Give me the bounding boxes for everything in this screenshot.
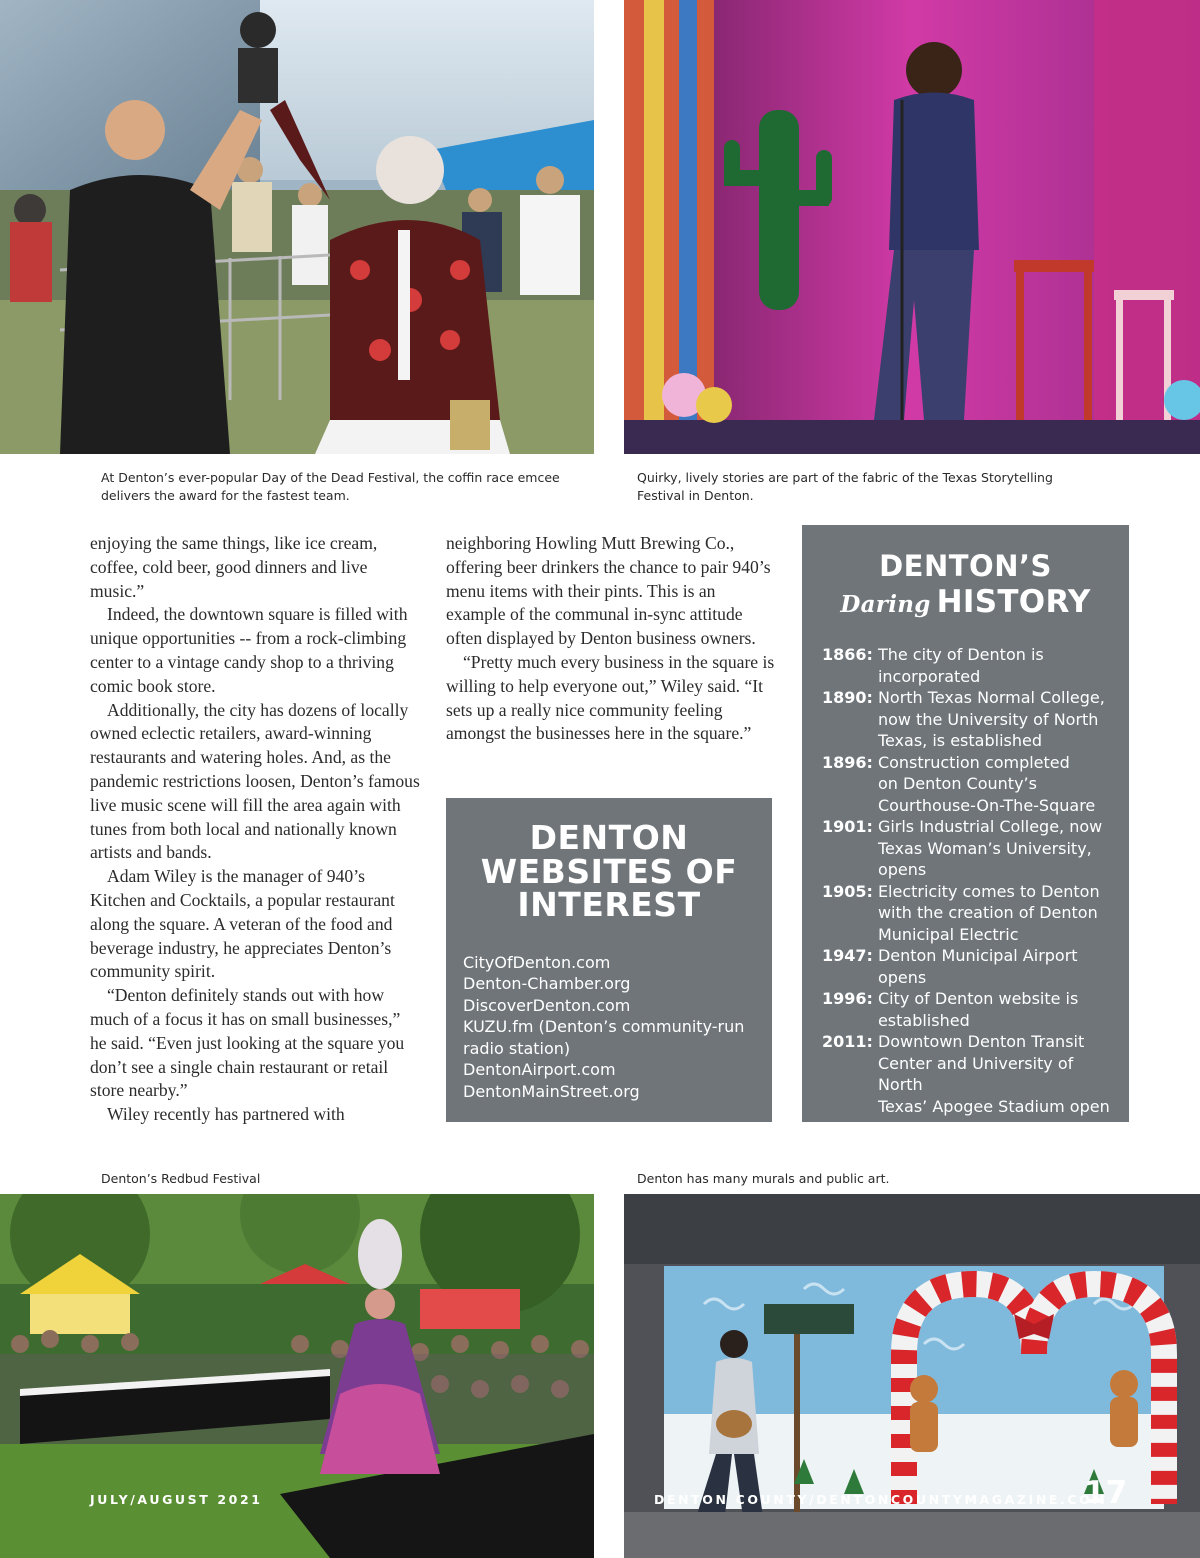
websites-list	[446, 952, 772, 1103]
website-link[interactable]: DiscoverDenton.com	[463, 995, 631, 1015]
footer-issue-date: JULY/AUGUST 2021	[90, 1492, 263, 1507]
websites-of-interest-box	[446, 798, 772, 1122]
history-title-line-2	[802, 583, 1129, 624]
timeline-year: 2011:	[822, 1032, 873, 1051]
paragraph: “Pretty much every business in the square is willing to help everyone out,” Wiley said. “It sets up a really nice community feeling amongst the businesses here in the square.”	[446, 651, 775, 744]
timeline-text: Girls Industrial College, now Texas Woman’s University, opens	[877, 817, 1103, 879]
timeline-item	[822, 1031, 1121, 1117]
website-link[interactable]: Denton-Chamber.org	[463, 974, 631, 994]
websites-title-line: INTEREST	[517, 885, 701, 925]
history-timeline	[802, 644, 1129, 1117]
caption-day-of-the-dead: At Denton’s ever-popular Day of the Dead Festival, the coffin race emcee delivers the award for the fastest team.	[101, 470, 560, 503]
website-link[interactable]: KUZU.fm (Denton’s community-run	[463, 1017, 745, 1037]
website-link[interactable]: DentonMainStreet.org	[463, 1081, 640, 1101]
timeline-text: City of Denton website is established	[877, 989, 1079, 1030]
history-title-line-1: DENTON’S	[879, 549, 1052, 583]
page-number: 17	[1084, 1475, 1128, 1511]
website-link[interactable]: CityOfDenton.com	[463, 952, 611, 972]
timeline-text: Construction completed on Denton County’s Courthouse-On-The-Square	[877, 752, 1096, 815]
timeline-item	[822, 644, 1121, 687]
paragraph: Adam Wiley is the manager of 940’s Kitchen and Cocktails, a popular restaurant along the square. A veteran of the food and beverage industry, he appreciates Denton’s community spirit.	[90, 866, 395, 982]
timeline-text: Electricity comes to Denton with the creation of Denton Municipal Electric	[877, 881, 1100, 944]
timeline-item	[822, 687, 1121, 752]
paragraph: neighboring Howling Mutt Brewing Co., offering beer drinkers the chance to pair 940’s menu items with their pints. This is an example of the communal in-sync attitude often displayed by Denton business owners.	[446, 533, 771, 649]
caption-redbud: Denton’s Redbud Festival	[101, 1171, 261, 1186]
timeline-year: 1901:	[822, 817, 873, 836]
websites-title-line: DENTON	[529, 818, 689, 857]
paragraph: Wiley recently has partnered with	[107, 1104, 345, 1125]
timeline-item	[822, 816, 1121, 881]
article-column-1	[90, 532, 420, 1127]
timeline-year: 1996:	[822, 989, 873, 1008]
timeline-year: 1866:	[822, 645, 873, 664]
timeline-text: Denton Municipal Airport opens	[877, 946, 1078, 987]
timeline-item	[822, 881, 1121, 946]
website-link[interactable]: DentonAirport.com	[463, 1060, 616, 1080]
paragraph: Additionally, the city has dozens of locally owned eclectic retailers, award-winning restaurants and watering holes. And, as the pandemic restrictions loosen, Denton’s famous live music scene will fill the area again with tunes from both local and nationally known artists and bands.	[90, 699, 420, 863]
paragraph: Indeed, the downtown square is filled with unique opportunities -- from a rock-climbing center to a vintage candy shop to a thriving comic book store.	[90, 604, 408, 696]
history-title-word: HISTORY	[936, 584, 1091, 620]
timeline-year: 1905:	[822, 881, 873, 901]
paragraph: enjoying the same things, like ice cream, coffee, cold beer, good dinners and live music.”	[90, 533, 378, 601]
timeline-item	[822, 945, 1121, 988]
footer-publication: DENTON COUNTY/DENTONCOUNTYMAGAZINE.COM	[654, 1492, 1108, 1507]
history-title-script: Daring	[840, 591, 931, 618]
timeline-text: Downtown Denton Transit Center and University of North Texas’ Apogee Stadium open	[877, 1032, 1110, 1116]
festival-photo-icon	[0, 0, 594, 454]
timeline-item	[822, 988, 1121, 1031]
timeline-text: North Texas Normal College, now the University of North Texas, is established	[877, 688, 1105, 750]
timeline-year: 1890:	[822, 688, 873, 707]
caption-murals: Denton has many murals and public art.	[637, 1171, 890, 1186]
storyteller-photo-icon	[624, 0, 1200, 454]
caption-storytelling: Quirky, lively stories are part of the fabric of the Texas Storytelling Festival in Denton.	[637, 470, 1053, 503]
storytelling-photo	[624, 0, 1200, 454]
article-column-2	[446, 532, 776, 746]
website-link-note: radio station)	[463, 1038, 571, 1058]
paragraph: “Denton definitely stands out with how much of a focus it has on small businesses,” he said. “Even just looking at the square you don’t see a single chain restaurant or retail store nearby.”	[90, 985, 405, 1101]
websites-title-line: WEBSITES OF	[480, 851, 738, 891]
timeline-item	[822, 752, 1121, 817]
timeline-year: 1896:	[822, 752, 873, 772]
history-box	[802, 525, 1129, 1122]
timeline-year: 1947:	[822, 946, 873, 965]
websites-box-title	[446, 818, 772, 925]
timeline-text: The city of Denton is incorporated	[877, 645, 1044, 686]
day-of-the-dead-photo	[0, 0, 594, 454]
